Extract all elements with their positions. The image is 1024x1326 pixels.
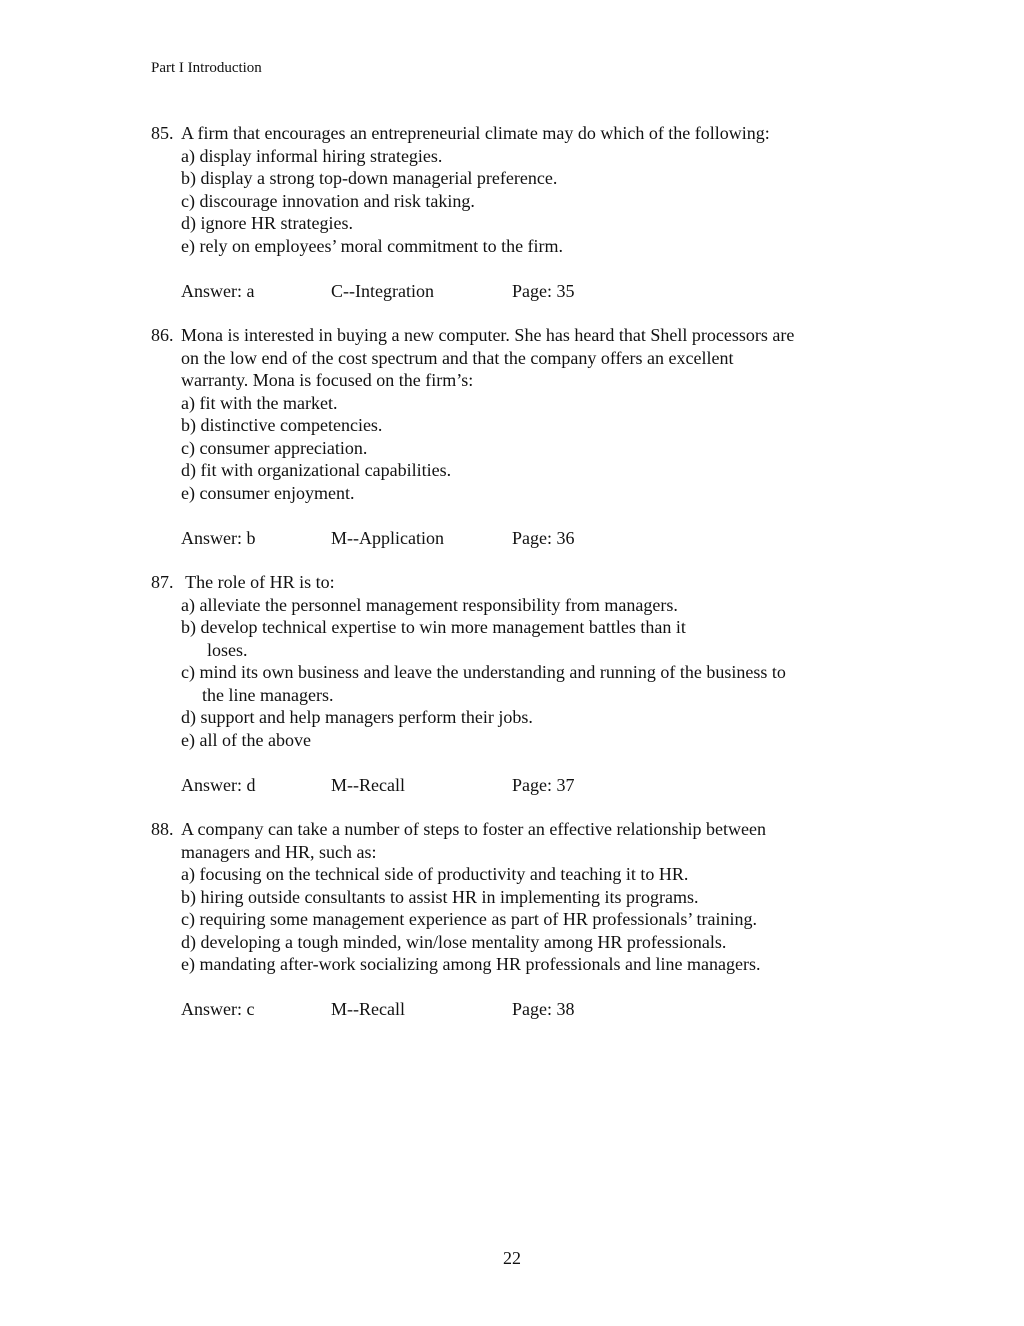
- choice-b: b) display a strong top-down managerial preference.: [181, 168, 558, 188]
- answer-page: Page: 37: [512, 774, 575, 795]
- question-stem: [151, 122, 891, 145]
- stem-line: The role of HR is to:: [181, 572, 335, 592]
- question-number: 86.: [151, 325, 174, 345]
- choice-b: b) develop technical expertise to win more management battles than it: [181, 617, 686, 637]
- stem-line: managers and HR, such as:: [181, 841, 377, 862]
- choice-c: c) consumer appreciation.: [181, 437, 368, 458]
- page-number: 22: [503, 1248, 521, 1268]
- answer-key: Answer: b: [181, 527, 256, 548]
- answer-page: Page: 35: [512, 280, 575, 301]
- question-number: 87.: [151, 572, 174, 592]
- choice-e: e) all of the above: [181, 729, 311, 750]
- question-86: [151, 324, 891, 549]
- choice-e: e) mandating after-work socializing among HR professionals and line managers.: [181, 954, 761, 974]
- choice-c: c) mind its own business and leave the understanding and running of the business to: [181, 662, 786, 682]
- stem-line: on the low end of the cost spectrum and that the company offers an excellent: [181, 347, 734, 368]
- question-number: 85.: [151, 123, 174, 143]
- question-number: 88.: [151, 819, 174, 839]
- choice-d: d) support and help managers perform their jobs.: [181, 707, 533, 727]
- question-88: [151, 818, 891, 1021]
- choice-a: a) display informal hiring strategies.: [181, 145, 443, 166]
- answer-key: Answer: d: [181, 774, 256, 795]
- answer-category: M--Recall: [331, 999, 405, 1019]
- answer-page: Page: 36: [512, 527, 575, 548]
- answer-row: [151, 998, 891, 1021]
- answer-category: M--Application: [331, 527, 444, 548]
- choice-e: e) rely on employees’ moral commitment to the firm.: [181, 235, 564, 256]
- choice-c: c) requiring some management experience as part of HR professionals’ training.: [181, 909, 757, 929]
- stem-line: Mona is interested in buying a new computer. She has heard that Shell processors are: [181, 325, 795, 345]
- question-87: [151, 571, 891, 796]
- answer-key: Answer: a: [181, 280, 255, 301]
- stem-line: A company can take a number of steps to foster an effective relationship between: [181, 819, 766, 839]
- answer-key: Answer: c: [181, 999, 255, 1019]
- answer-row: [151, 280, 891, 303]
- stem-line: warranty. Mona is focused on the firm’s:: [181, 370, 474, 390]
- choice-b: b) hiring outside consultants to assist HR in implementing its programs.: [181, 886, 699, 907]
- question-stem: [151, 324, 891, 347]
- choice-a: a) fit with the market.: [181, 392, 338, 413]
- answer-category: M--Recall: [331, 774, 405, 795]
- question-85: [151, 122, 891, 302]
- running-header: Part I Introduction: [151, 60, 262, 76]
- answer-row: [151, 774, 891, 797]
- choice-d: d) fit with organizational capabilities.: [181, 460, 452, 480]
- answer-row: [151, 527, 891, 550]
- answer-category: C--Integration: [331, 280, 434, 301]
- choice-c: c) discourage innovation and risk taking.: [181, 190, 475, 211]
- choice-e: e) consumer enjoyment.: [181, 482, 355, 503]
- stem-line: A firm that encourages an entrepreneurial climate may do which of the following:: [181, 123, 770, 143]
- choice-b-continuation: loses.: [207, 639, 248, 660]
- choice-a: a) focusing on the technical side of productivity and teaching it to HR.: [181, 864, 689, 884]
- choice-a: a) alleviate the personnel management responsibility from managers.: [181, 594, 678, 615]
- choice-d: d) developing a tough minded, win/lose mentality among HR professionals.: [181, 931, 727, 952]
- choice-c-continuation: the line managers.: [202, 684, 334, 705]
- question-stem: [151, 818, 891, 841]
- question-stem: [151, 571, 891, 594]
- choice-d: d) ignore HR strategies.: [181, 213, 353, 233]
- choice-b: b) distinctive competencies.: [181, 415, 383, 435]
- answer-page: Page: 38: [512, 999, 575, 1019]
